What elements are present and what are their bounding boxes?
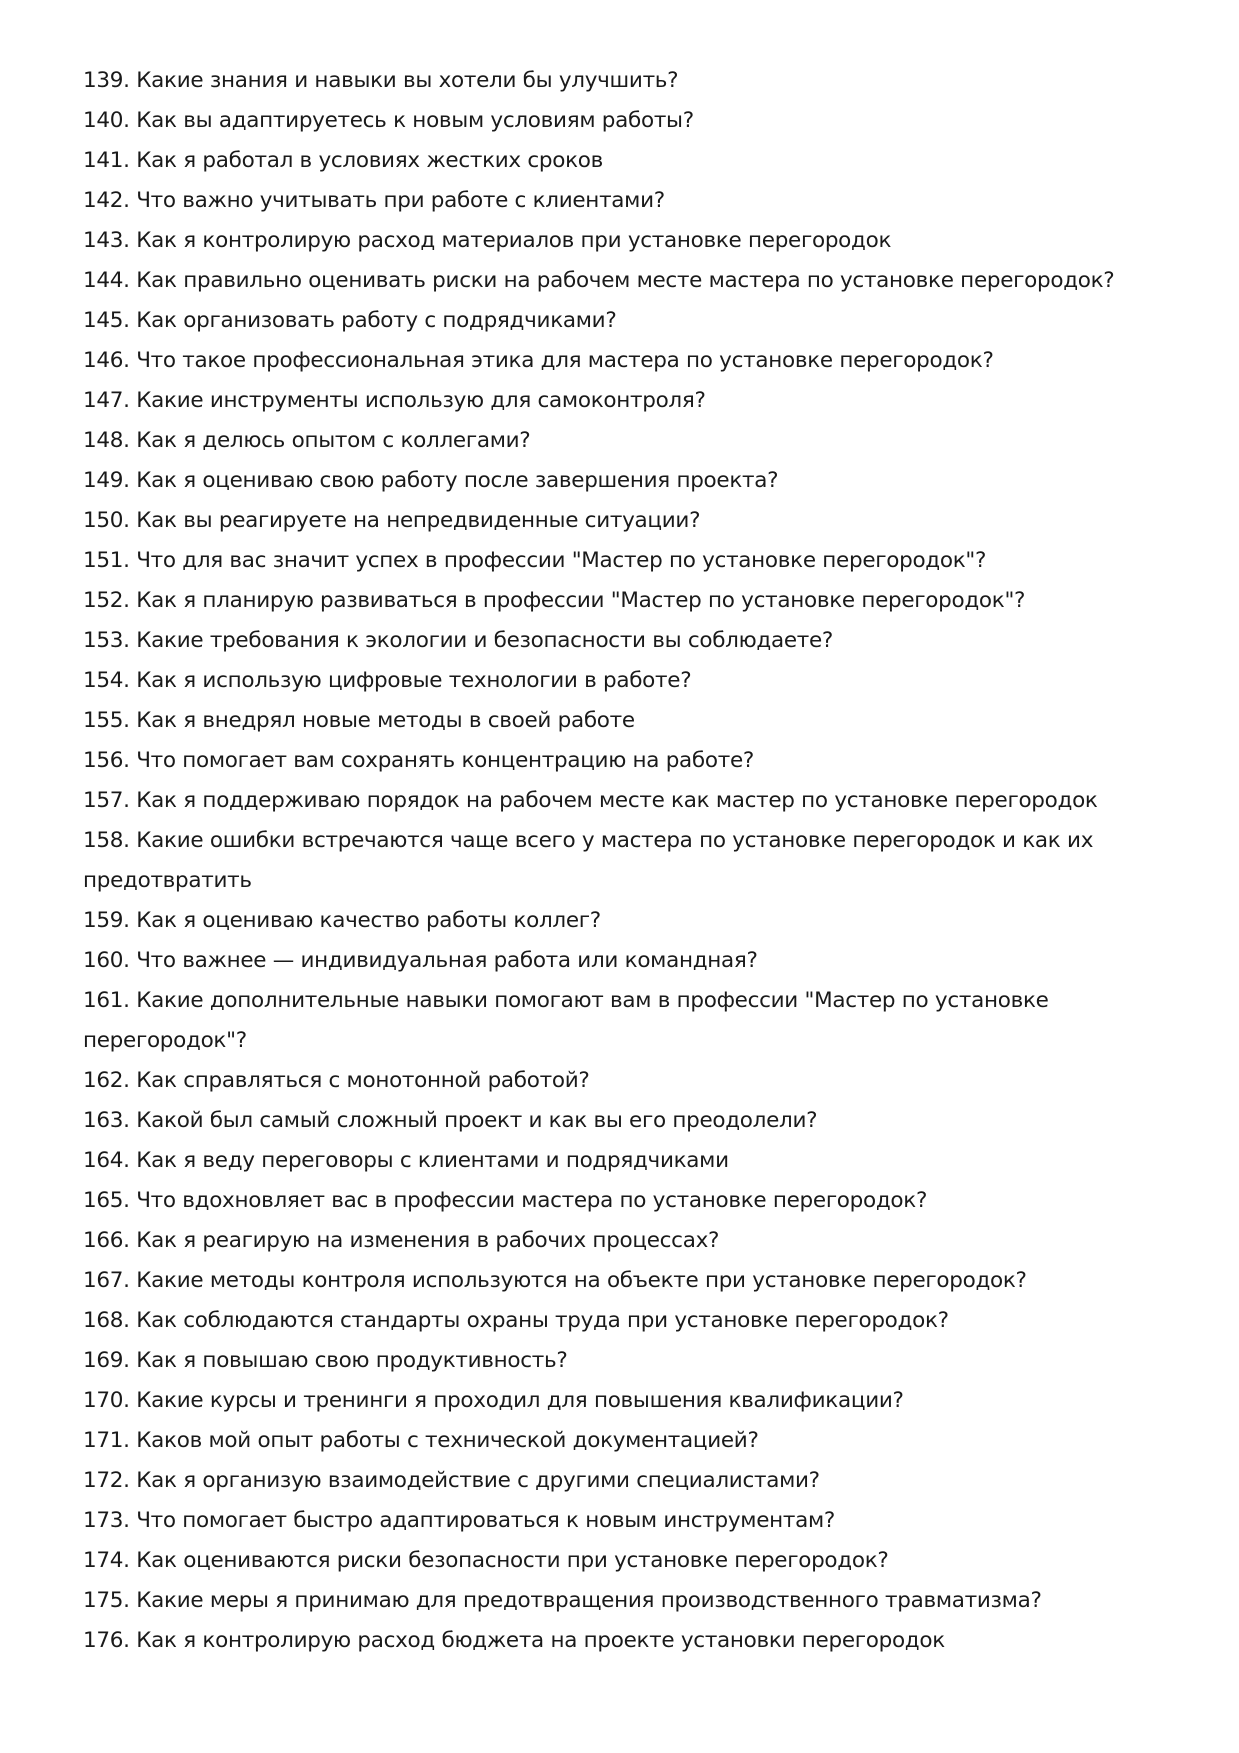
question-item: 170. Какие курсы и тренинги я проходил для повышения квалификации?	[83, 1388, 904, 1413]
question-item: 139. Какие знания и навыки вы хотели бы улучшить?	[83, 68, 679, 93]
question-item: 140. Как вы адаптируетесь к новым условиям работы?	[83, 108, 694, 133]
question-item: 160. Что важнее — индивидуальная работа или командная?	[83, 948, 758, 973]
question-item: 159. Как я оцениваю качество работы коллег?	[83, 908, 601, 933]
question-item: 150. Как вы реагируете на непредвиденные ситуации?	[83, 508, 701, 533]
question-item: 164. Как я веду переговоры с клиентами и подрядчиками	[83, 1148, 729, 1173]
question-item: 169. Как я повышаю свою продуктивность?	[83, 1348, 568, 1373]
question-item: 157. Как я поддерживаю порядок на рабочем месте как мастер по установке перегородок	[83, 788, 1098, 813]
question-item: 171. Каков мой опыт работы с технической документацией?	[83, 1428, 759, 1453]
question-item: 143. Как я контролирую расход материалов при установке перегородок	[83, 228, 892, 253]
question-item: 146. Что такое профессиональная этика для мастера по установке перегородок?	[83, 348, 994, 373]
question-item: 167. Какие методы контроля используются на объекте при установке перегородок?	[83, 1268, 1027, 1293]
question-item: 172. Как я организую взаимодействие с другими специалистами?	[83, 1468, 820, 1493]
question-item: 145. Как организовать работу с подрядчиками?	[83, 308, 617, 333]
question-item: 173. Что помогает быстро адаптироваться к новым инструментам?	[83, 1508, 836, 1533]
question-item: 154. Как я использую цифровые технологии в работе?	[83, 668, 692, 693]
question-item: 176. Как я контролирую расход бюджета на проекте установки перегородок	[83, 1628, 945, 1653]
question-item: 162. Как справляться с монотонной работой?	[83, 1068, 590, 1093]
question-item: 147. Какие инструменты использую для самоконтроля?	[83, 388, 706, 413]
question-item: 168. Как соблюдаются стандарты охраны труда при установке перегородок?	[83, 1308, 949, 1333]
question-item: 155. Как я внедрял новые методы в своей работе	[83, 708, 635, 733]
question-item: 163. Какой был самый сложный проект и как вы его преодолели?	[83, 1108, 818, 1133]
question-item: 156. Что помогает вам сохранять концентрацию на работе?	[83, 748, 755, 773]
question-item: 161. Какие дополнительные навыки помогают вам в профессии "Мастер по установке перегородок"?	[83, 988, 1049, 1053]
question-item: 144. Как правильно оценивать риски на рабочем месте мастера по установке перегородок?	[83, 268, 1115, 293]
question-item: 151. Что для вас значит успех в профессии "Мастер по установке перегородок"?	[83, 548, 987, 573]
question-item: 158. Какие ошибки встречаются чаще всего у мастера по установке перегородок и как их предотвратить	[83, 828, 1094, 893]
question-item: 166. Как я реагирую на изменения в рабочих процессах?	[83, 1228, 720, 1253]
question-item: 165. Что вдохновляет вас в профессии мастера по установке перегородок?	[83, 1188, 928, 1213]
question-item: 141. Как я работал в условиях жестких сроков	[83, 148, 604, 173]
question-item: 149. Как я оцениваю свою работу после завершения проекта?	[83, 468, 779, 493]
question-item: 148. Как я делюсь опытом с коллегами?	[83, 428, 531, 453]
question-item: 153. Какие требования к экологии и безопасности вы соблюдаете?	[83, 628, 834, 653]
question-list	[83, 61, 1173, 1661]
question-item: 152. Как я планирую развиваться в профессии "Мастер по установке перегородок"?	[83, 588, 1026, 613]
question-item: 175. Какие меры я принимаю для предотвращения производственного травматизма?	[83, 1588, 1042, 1613]
question-item: 174. Как оцениваются риски безопасности при установке перегородок?	[83, 1548, 889, 1573]
question-item: 142. Что важно учитывать при работе с клиентами?	[83, 188, 665, 213]
